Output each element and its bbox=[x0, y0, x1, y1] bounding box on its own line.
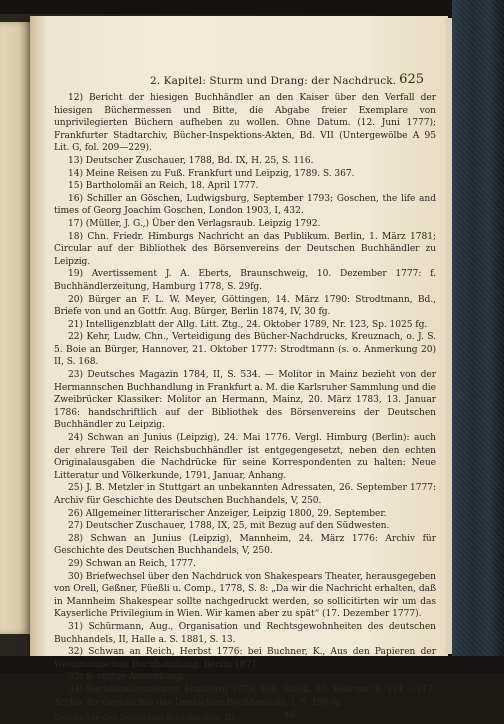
footnote-list bbox=[54, 92, 436, 709]
previous-page-edge bbox=[0, 22, 30, 634]
page-number: 625 bbox=[399, 72, 424, 87]
footnote: 12) Bericht der hiesigen Buchhändler an den Kaiser über den Verfall der hiesigen Büchermessen und Bitte, die Abgabe freier Exemplare von unprivilegierten Büchern aufheben zu wollen. Ohne Datum. (12. Juni 1777); Frankfurter Stadtarchiv, Bücher-Inspektions-Akten, Bd. VII (Untergewölbe A 95 Lit. G, fol. 209—229). bbox=[54, 93, 436, 154]
footnote: 31) Schürmann, Aug., Organisation und Rechtsgewohnheiten des deutschen Buchhandels, II, Halle a. S. 1881, S. 13. bbox=[54, 621, 436, 645]
footnote: 33) S. vorige Anmerkung. bbox=[68, 672, 186, 683]
footnote: 17) (Müller, J. G.,) Über den Verlagsraub. Leipzig 1792. bbox=[68, 218, 321, 229]
footnote: 13) Deutscher Zuschauer, 1788, Bd. IX, H. 25, S. 116. bbox=[68, 155, 314, 166]
book-cover bbox=[452, 0, 504, 673]
footnote: 24) Schwan an Junius (Leipzig), 24. Mai 1776. Vergl. Himburg (Berlin): auch der ehrere Teil der Reichsbuchhändler ist entgegengesetzt, neben den echten Originalausgaben die Nachdrücke für seine Korrespondenten zu halten: Neue Litteratur und Völkerkunde, 1791, Januar, Anhang. bbox=[54, 433, 436, 481]
footnote: 18) Chn. Friedr. Himburgs Nachricht an das Publikum. Berlin, 1. März 1781; Circular auf der Bibliothek des Börsenvereins der Deutschen Buchhändler zu Leipzig. bbox=[54, 231, 436, 267]
footnote: 32) Schwan an Reich, Herbst 1776: bei Buchner, K., Aus den Papieren der Weidmannschen Buchhandlung, Berlin 1871. bbox=[54, 647, 436, 670]
running-header bbox=[54, 70, 436, 92]
page-text bbox=[54, 70, 436, 724]
footnote: 28) Schwan an Junius (Leipzig), Mannheim, 24. März 1776: Archiv für Geschichte des Deutschen Buchhandels, V, 250. bbox=[54, 533, 436, 557]
footnote: 20) Bürger an F. L. W. Meyer, Göttingen, 14. März 1790: Strodtmann, Bd., Briefe von und an Gottfr. Aug. Bürger, Berlin 1874, IV, 30 fg. bbox=[54, 294, 436, 318]
header-title: 2. Kapitel: Sturm und Drang: der Nachdruck. bbox=[150, 75, 397, 87]
footnote: 25) J. B. Metzler in Stuttgart an unbekannten Adressaten, 26. September 1777: Archiv für Geschichte des Deutschen Buchhandels, V, 250. bbox=[54, 483, 436, 506]
footnote: 34) Buchhändlerzeitung, Hamburg 1779, VIII. Stück, 25. Februar, S. 111 —117. Archiv für Geschichte des Deutschen Buchhandels, I, S. 198 fg. bbox=[54, 684, 436, 708]
footnote: 22) Kehr, Ludw. Chn., Verteidigung des Bücher-Nachdrucks, Kreuznach, o. J. S. 5. Boie an Bürger, Hannover, 21. Oktober 1777: Strodtmann (s. o. Anmerkung 20) II, S. 168. bbox=[54, 332, 436, 368]
footnote: 30) Briefwechsel über den Nachdruck von Shakespears Theater, herausgegeben von Orell, Geßner, Füeßli u. Comp., 1778, S. 8: „Da wir die Nachricht erhalten, daß in Mannheim Shakespear sollte nachgedruckt werden, so sollicitirten wir um das Kayserliche Privilegium in Wien. Wir kamen aber zu spät“ (17. Dezember 1777). bbox=[54, 571, 436, 620]
top-shadow bbox=[0, 0, 504, 14]
footnote: 29) Schwan an Reich, 1777. bbox=[68, 558, 196, 569]
footnote: 27) Deutscher Zuschauer, 1788, IX, 25, mit Bezug auf den Südwesten. bbox=[68, 521, 390, 532]
footnote: 19) Avertissement J. A. Eberts, Braunschweig, 10. Dezember 1777: f. Buchhändlerzeitung, Hamburg 1778, S. 29fg. bbox=[54, 269, 436, 292]
footnote: 16) Schiller an Göschen, Ludwigsburg, September 1793; Goschen, the life and times of Georg Joachim Goschen, London 1903, I, 432. bbox=[54, 193, 436, 217]
page-footer bbox=[54, 710, 436, 724]
footnote: 15) Bartholomäi an Reich, 18. April 1777. bbox=[68, 181, 259, 192]
footnote: 23) Deutsches Magazin 1784, II, S. 534. — Molitor in Mainz bezieht von der Hermannschen Buchhandlung in Frankfurt a. M. die Karlsruher Sammlung und die Zweibrücker Klassiker: Molitor an Hermann, Mainz, 20. März 1783, 13. Januar 1786: handschriftlich auf der Bibliothek des Börsenvereins der Deutschen Buchhändler zu Leipzig. bbox=[54, 370, 436, 431]
footer-signature: Geschichte des Deutschen Buchhandels. III. bbox=[54, 712, 238, 723]
footnote: 26) Allgemeiner litterarischer Anzeiger, Leipzig 1800, 29. September. bbox=[68, 508, 387, 519]
footnote: 14) Meine Reisen zu Fuß. Frankfurt und Leipzig, 1789. S. 367. bbox=[68, 168, 355, 179]
footnote: 21) Intelligenzblatt der Allg. Litt. Ztg., 24. Oktober 1789, Nr. 123, Sp. 1025 fg. bbox=[68, 319, 428, 330]
sheet-number: 40 bbox=[284, 711, 296, 722]
